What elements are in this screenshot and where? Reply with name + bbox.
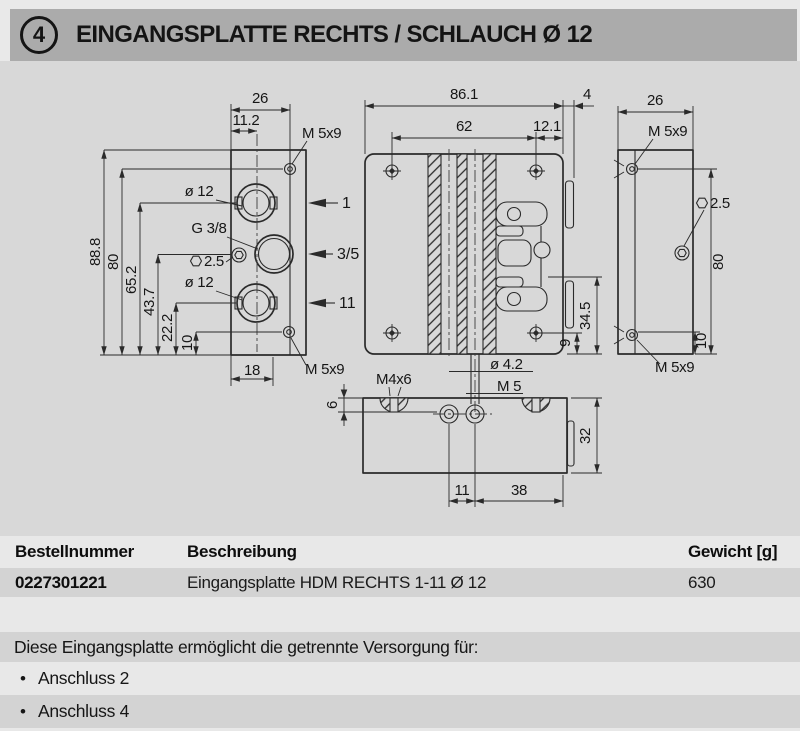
bottom-view-width-dimensions	[449, 424, 563, 507]
hex-socket-label: 2.5	[710, 195, 730, 212]
list-item	[0, 662, 800, 695]
dim-65-2: 65.2	[123, 266, 140, 294]
section-number-badge	[20, 16, 58, 54]
dim-80: 80	[105, 253, 122, 271]
bullet-icon: •	[20, 701, 26, 721]
label-dia-4-2: ø 4.2	[490, 356, 523, 373]
connection-3-5: 3/5	[337, 246, 360, 263]
thread-label-bottom: M 5x9	[305, 361, 345, 378]
port-label-d12-bottom: ø 12	[184, 274, 214, 291]
left-view-port-labels	[185, 183, 258, 300]
label-m4x6: M4x6	[376, 371, 412, 388]
dim-32: 32	[577, 427, 594, 445]
section-header-bar	[10, 9, 797, 61]
connection-arrows	[308, 195, 359, 312]
table-header-row	[0, 536, 800, 568]
bullet-icon: •	[20, 668, 26, 688]
dim-62: 62	[455, 118, 473, 135]
dim-11-2: 11.2	[232, 112, 260, 129]
dim-26-right: 26	[646, 92, 664, 109]
description-value: Eingangsplatte HDM RECHTS 1-11 Ø 12	[187, 572, 487, 592]
dim-10-right: 10	[693, 332, 710, 350]
dim-11: 11	[454, 482, 470, 499]
right-side-view	[614, 92, 730, 376]
dim-22-2: 22.2	[159, 314, 176, 342]
dim-80-right: 80	[710, 253, 727, 271]
label-m5: M 5	[497, 378, 522, 395]
notes-intro-row	[0, 632, 800, 662]
dim-43-7: 43.7	[141, 288, 158, 316]
connection-1: 1	[342, 195, 351, 212]
hex-socket-label: 2.5	[204, 253, 224, 270]
left-view-bottom-dimensions	[231, 338, 344, 386]
bullet-label-anschluss-4: Anschluss 4	[38, 701, 130, 721]
thread-label-top: M 5x9	[648, 123, 688, 140]
hex-socket-icon	[191, 256, 202, 266]
dim-38: 38	[510, 482, 528, 499]
thread-label-top: M 5x9	[302, 125, 342, 142]
dim-10: 10	[179, 334, 196, 352]
dim-9: 9	[557, 338, 574, 348]
bottom-view-height-dimension	[571, 398, 602, 473]
bottom-view-depth-dimension	[324, 384, 437, 426]
thread-label-bottom: M 5x9	[655, 359, 695, 376]
technical-drawing-canvas	[0, 61, 800, 536]
hex-socket-icon	[235, 251, 243, 258]
dim-86-1: 86.1	[450, 86, 478, 103]
port-label-d12-top: ø 12	[184, 183, 214, 200]
bullet-label-anschluss-2: Anschluss 2	[38, 668, 130, 688]
dim-34-5: 34.5	[577, 302, 594, 330]
dim-12-1: 12.1	[533, 118, 561, 135]
notes-intro: Diese Eingangsplatte ermöglicht die getrennte Versorgung für:	[14, 636, 479, 657]
weight-value: 630	[688, 572, 716, 592]
dim-4: 4	[582, 86, 592, 103]
front-view	[365, 86, 602, 412]
interface-contour	[496, 202, 550, 311]
hex-socket-icon	[678, 249, 686, 256]
column-header-description: Beschreibung	[187, 542, 297, 561]
front-view-lower-labels	[376, 356, 533, 396]
connection-11: 11	[339, 295, 356, 312]
left-view-height-dimensions	[87, 150, 196, 355]
order-number-value: 0227301221	[15, 572, 107, 592]
table-row	[0, 568, 800, 597]
technical-drawing	[0, 61, 800, 536]
left-side-view	[87, 90, 359, 386]
section-number: 4	[32, 22, 46, 47]
bottom-view	[324, 384, 602, 507]
hex-socket-icon	[697, 198, 708, 208]
dim-88-8: 88.8	[87, 238, 104, 266]
dim-6: 6	[324, 400, 341, 410]
column-header-order-number: Bestellnummer	[15, 542, 134, 561]
dim-18: 18	[243, 362, 261, 379]
front-view-top-dimensions	[365, 86, 594, 178]
port-label-g38: G 3/8	[191, 220, 227, 237]
spacer-row	[0, 597, 800, 632]
list-item	[0, 695, 800, 728]
page-title: EINGANGSPLATTE RECHTS / SCHLAUCH Ø 12	[76, 21, 593, 48]
left-view-top-dimensions	[231, 90, 341, 164]
dim-26: 26	[251, 90, 269, 107]
column-header-weight: Gewicht [g]	[688, 542, 778, 561]
